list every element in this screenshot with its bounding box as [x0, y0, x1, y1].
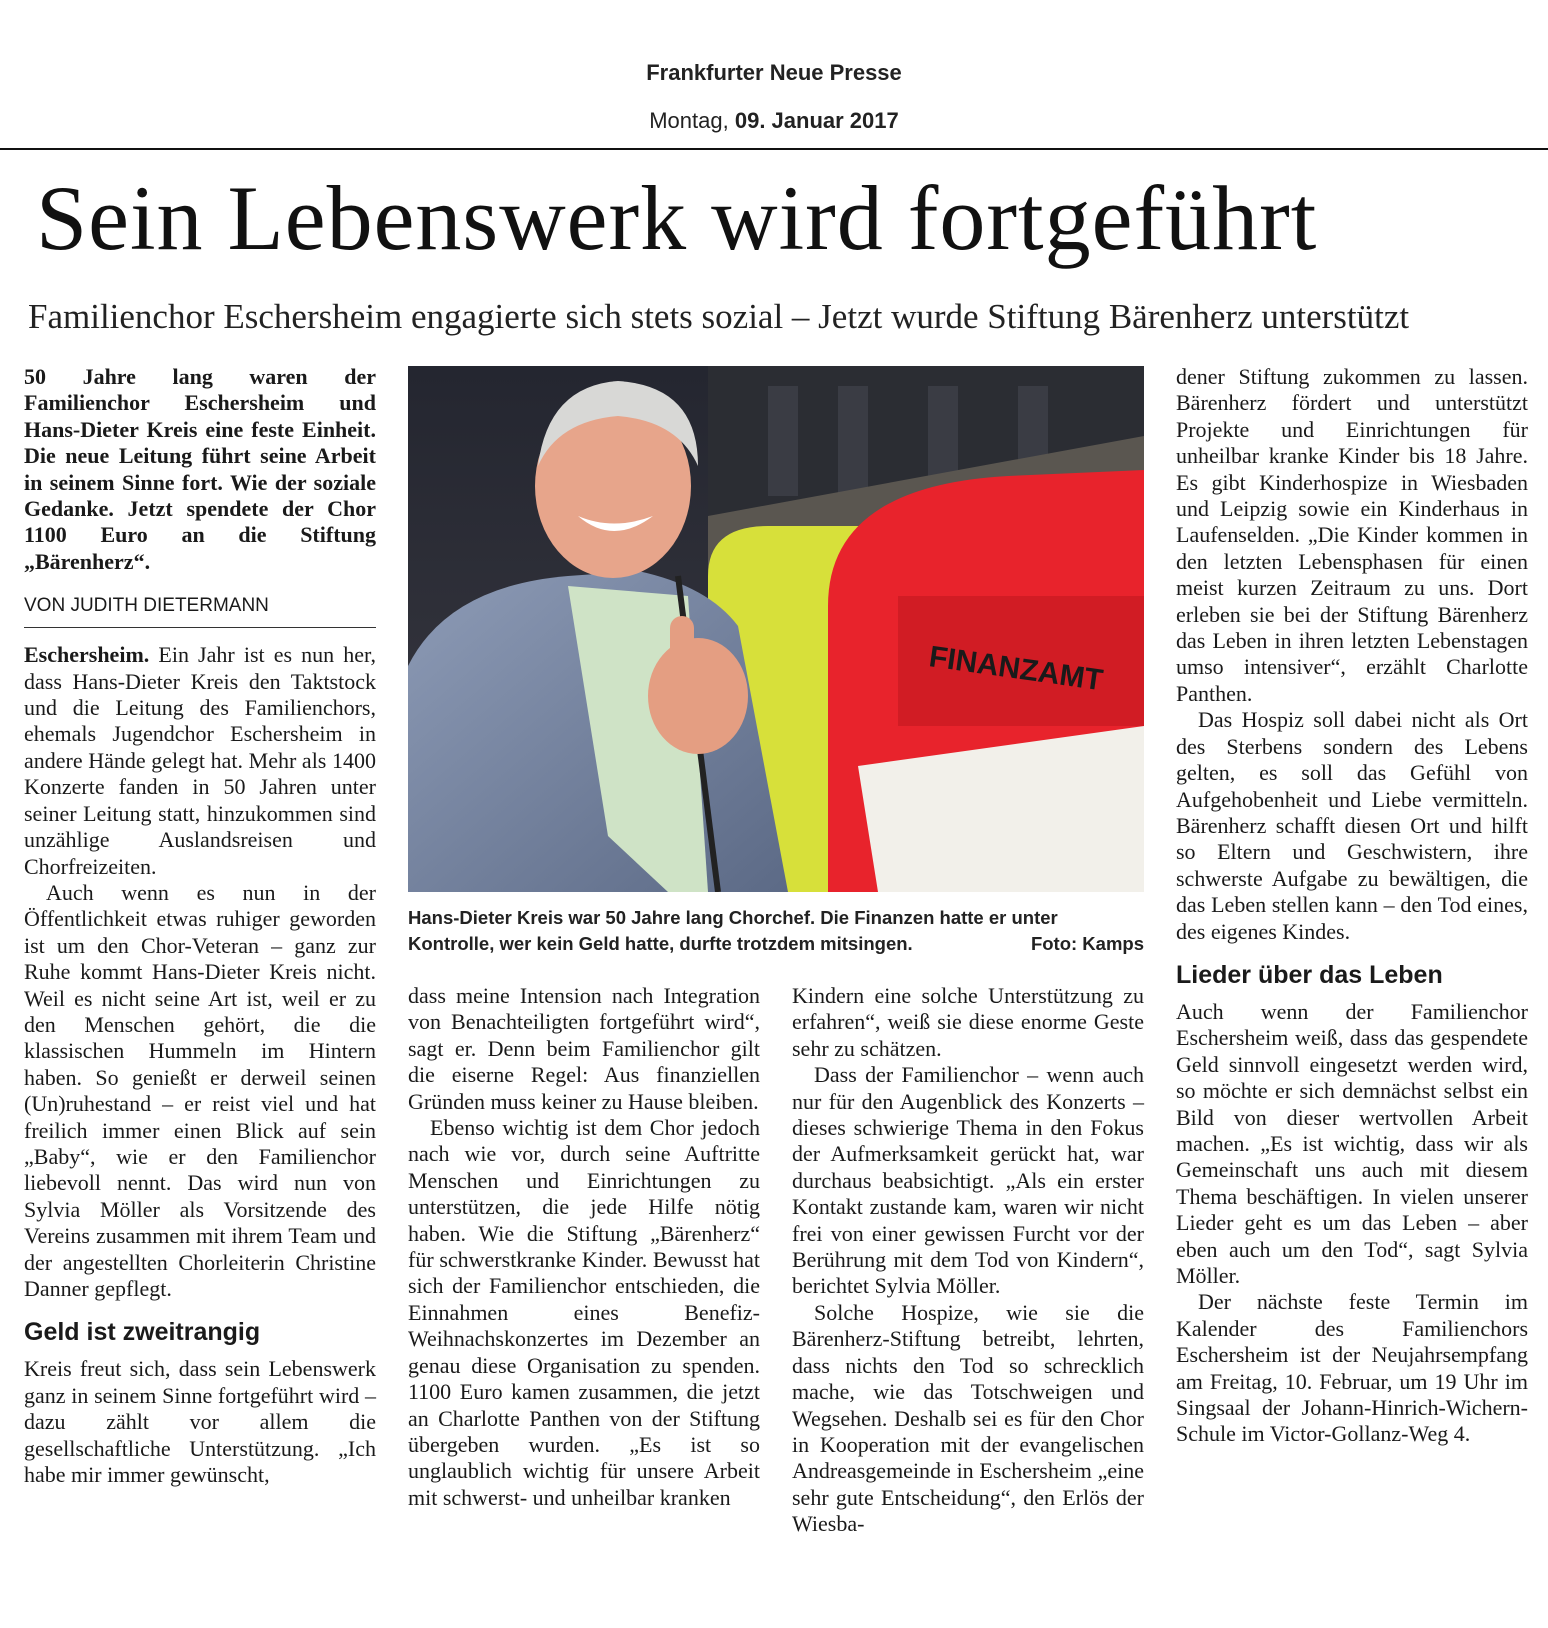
article-headline: Sein Lebenswerk wird fortgeführt [36, 167, 1318, 269]
masthead [0, 0, 1548, 150]
body-paragraph: dass meine Intension nach Integration von Benachteiligten fortgeführt wird“, sagt er. Denn beim Familienchor gilt die eiserne Regel: Aus finanziellen Gründen muss keiner zu Hause bleiben. [408, 983, 760, 1114]
caption-text: Hans-Dieter Kreis war 50 Jahre lang Chorchef. Die Finanzen hatte er unter Kontrolle, wer kein Geld hatte, durfte trotzdem mitsingen. [408, 907, 1058, 954]
subheading-songs: Lieder über das Leben [1176, 960, 1443, 989]
body-paragraph: Ebenso wichtig ist dem Chor jedoch nach wie vor, durch seine Auftritte Menschen und Einrichtungen zu unterstützen, die jede Hilfe nötig haben. Wie die Stiftung „Bärenherz“ für schwerstkranke Kinder. Bewusst hat sich der Familienchor entschieden, die Einnahmen eines Benefiz-Weihnachskonzertes im Dezember an genau diese Organisation zu spenden. 1100 Euro kamen zusammen, die jetzt an Charlotte Panthen von der Stiftung übergeben wurden. „Es ist so unglaublich wichtig für unsere Arbeit mit schwerst- und unheilbar kranken [408, 1115, 760, 1510]
article-column-3 [792, 983, 1144, 1538]
article-photo [408, 366, 1144, 892]
body-paragraph: Dass der Familienchor – wenn auch nur für den Augenblick des Konzerts – dieses schwierige Thema in den Fokus der Aufmerksamkeit gerückt hat, war durchaus beabsichtigt. „Als ein erster Kontakt zustande kam, waren wir nicht frei von einer gewissen Furcht vor der Berührung mit dem Tod von Kindern“, berichtet Sylvia Möller. [792, 1062, 1144, 1299]
photo-illustration [408, 366, 1144, 892]
issue-date-value: 09. Januar 2017 [734, 108, 899, 133]
body-paragraph: dener Stiftung zukommen zu lassen. Bärenherz fördert und unterstützt Projekte und Einrichtungen für unheilbar kranke Kinder bis 18 Jahre. Es gibt Kinderhospize in Wiesbaden und Leipzig sowie ein Kinderhaus in Laufenselden. „Die Kinder kommen in den letzten Lebensphasen für einen meist kurzen Zeitraum zu uns. Dort erleben sie bei der Stiftung Bärenherz das Leben in ihren letzten Lebenstagen umso intensiver“, erzählt Charlotte Panthen. [1176, 364, 1528, 706]
masthead-rule [0, 148, 1548, 150]
dateline: Eschersheim. [24, 642, 150, 668]
issue-weekday: Montag, [649, 108, 729, 133]
body-paragraph: Solche Hospize, wie sie die Bärenherz-Stiftung betreibt, lehrten, dass nichts den Tod so schrecklich mache, wie das Totschweigen und Wegsehen. Deshalb sei es für den Chor in Kooperation mit der evangelischen Andreasgemeinde in Eschersheim „eine sehr gute Entscheidung“, den Erlös der Wiesba- [792, 1299, 1144, 1537]
body-paragraph: Das Hospiz soll dabei nicht als Ort des Sterbens sondern des Lebens gelten, es soll das Gefühl von Aufgehobenheit und Liebe vermitteln. Bärenherz schafft diesen Ort und hilft so Eltern und Geschwistern, ihre schwerste Aufgabe zu bewältigen, die das Leben stellen kann – den Tod eines, des eigenes Kindes. [1176, 707, 1528, 944]
article-column-1 [24, 364, 376, 1488]
photo-credit: Foto: Kamps [1030, 933, 1144, 954]
issue-date [0, 108, 1548, 134]
mailbox-label: FINANZAMT [927, 640, 1105, 698]
body-text: Ein Jahr ist es nun her, dass Hans-Dieter Kreis den Taktstock und die Leitung des Familienchors, ehemals Jugendchor Eschersheim in andere Hände gelegt hat. Mehr als 1400 Konzerte fanden in 50 Jahren unter seiner Leitung statt, hinzukommen sind unzählige Auslandsreisen und Chorfreizeiten. [24, 642, 377, 879]
body-paragraph: Kindern eine solche Unterstützung zu erfahren“, weiß sie diese enorme Geste sehr zu schätzen. [792, 983, 1144, 1061]
body-paragraph: Auch wenn es nun in der Öffentlichkeit etwas ruhiger geworden ist um den Chor-Veteran – ganz zur Ruhe kommt Hans-Dieter Kreis nicht. Weil es nicht seine Art ist, weil er zu den Menschen gehört, die die klassischen Hummeln im Hintern haben. So genießt er derweil seinen (Un)ruhestand – er reist viel und hat freilich immer einen Blick auf sein „Baby“, wie er den Familienchor liebevoll nennt. Das wird nun von Sylvia Möller als Vorsitzende des Vereins zusammen mit ihrem Team und der angestellten Chorleiterin Christine Danner gepflegt. [24, 879, 376, 1301]
photo-caption [408, 905, 1144, 957]
article-lead: 50 Jahre lang waren der Familienchor Eschersheim und Hans-Dieter Kreis eine feste Einheit. Die neue Leitung führt seine Arbeit in seinem Sinne fort. Wie der soziale Gedanke. Jetzt spendete der Chor 1100 Euro an die Stiftung „Bärenherz“. [24, 364, 376, 574]
byline: VON JUDITH DIETERMANN [24, 593, 376, 628]
body-paragraph: Der nächste feste Termin im Kalender des Familienchors Eschersheim ist der Neujahrsempfang am Freitag, 10. Februar, um 19 Uhr im Singsaal der Johann-Hinrich-Wichern-Schule im Victor-Gollanz-Weg 4. [1176, 1289, 1528, 1447]
article-column-2 [408, 983, 760, 1511]
body-paragraph: Kreis freut sich, dass sein Lebenswerk ganz in seinem Sinne fortgeführt wird – dazu zählt vor allem die gesellschaftliche Unterstützung. „Ich habe mir immer gewünscht, [24, 1356, 376, 1488]
body-paragraph [24, 642, 376, 880]
newspaper-name: Frankfurter Neue Presse [646, 60, 902, 85]
article-subhead: Familienchor Eschersheim engagierte sich stets sozial – Jetzt wurde Stiftung Bärenherz unterstützt [28, 297, 1410, 336]
subheading-money: Geld ist zweitrangig [24, 1318, 261, 1347]
body-paragraph: Auch wenn der Familienchor Eschersheim weiß, dass das gespendete Geld sinnvoll eingesetzt werden wird, so möchte er sich demnächst selbst ein Bild von dieser wertvollen Arbeit machen. „Es ist wichtig, dass wir als Gemeinschaft uns auch mit diesem Thema beschäftigen. In vielen unserer Lieder geht es um das Leben – aber eben auch um den Tod“, sagt Sylvia Möller. [1176, 998, 1528, 1288]
article-column-4 [1176, 364, 1528, 1448]
